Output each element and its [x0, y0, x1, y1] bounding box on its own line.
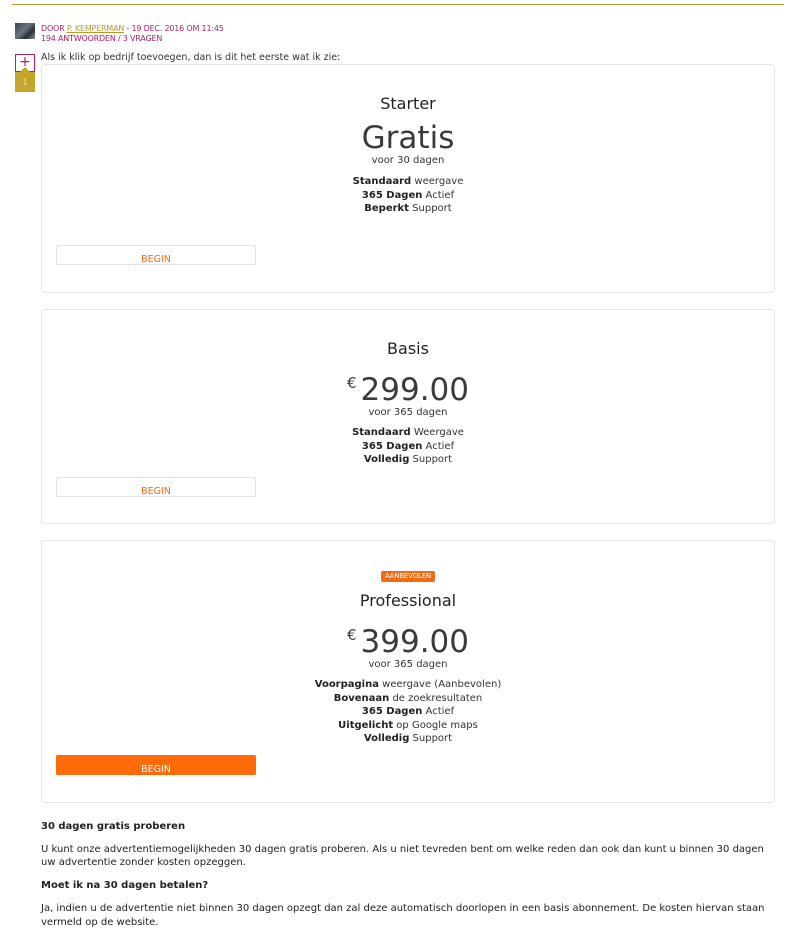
- recommended-row: [42, 567, 774, 582]
- begin-button-starter[interactable]: BEGIN: [56, 245, 256, 265]
- begin-button-professional[interactable]: BEGIN: [56, 755, 256, 775]
- feature-item: 365 Dagen Actief: [361, 189, 455, 201]
- plan-card-basis: [41, 309, 775, 524]
- avatar[interactable]: [15, 23, 35, 39]
- post-meta: [41, 24, 224, 44]
- feature-item: Uitgelicht op Google maps: [338, 719, 478, 731]
- top-divider: [12, 4, 784, 5]
- faq-section: [41, 820, 776, 929]
- plan-features: [42, 175, 774, 216]
- meta-prefix: DOOR: [41, 24, 65, 33]
- faq-heading: Moet ik na 30 dagen betalen?: [41, 879, 209, 891]
- vote-widget: [15, 54, 35, 92]
- currency-symbol: €: [346, 626, 357, 644]
- begin-button-basis[interactable]: BEGIN: [56, 477, 256, 497]
- plan-duration: voor 365 dagen: [368, 659, 448, 670]
- feature-item: Standaard Weergave: [352, 427, 464, 438]
- currency-symbol: €: [346, 374, 357, 392]
- feature-item: Voorpagina weergave (Aanbevolen): [314, 679, 502, 690]
- feature-item: Volledig Support: [363, 733, 453, 744]
- faq-text: U kunt onze advertentiemogelijkheden 30 dagen gratis proberen. Als u niet tevreden bent om welke reden dan ook dan kunt u binnen 30 dagen uw advertentie zonder kosten opzeggen.: [41, 843, 764, 868]
- plan-card-professional: [41, 540, 775, 803]
- plan-features: [42, 678, 774, 746]
- feature-item: Volledig Support: [363, 454, 453, 465]
- feature-item: Standaard weergave: [352, 176, 464, 187]
- plan-title: Professional: [359, 591, 457, 610]
- feature-item: 365 Dagen Actief: [361, 706, 455, 717]
- recommended-badge: AANBEVOLEN: [381, 571, 435, 582]
- plan-title: Starter: [380, 94, 436, 113]
- author-link[interactable]: P. KEMPERMAN: [66, 24, 125, 33]
- author-stats: 194 ANTWOORDEN / 3 VRAGEN: [41, 34, 163, 43]
- faq-text: Ja, indien u de advertentie niet binnen 30 dagen opzegt dan zal deze automatisch doorlopen in een basis abonnement. De kosten hiervan staan vermeld op de website.: [41, 903, 765, 928]
- post-date: - 19 DEC. 2016 OM 11:45: [124, 24, 224, 33]
- plan-features: [42, 426, 774, 467]
- upvote-button[interactable]: +: [15, 54, 35, 72]
- plan-price: € 399.00: [346, 624, 470, 660]
- feature-item: Beperkt Support: [364, 203, 452, 214]
- feature-item: 365 Dagen Actief: [361, 440, 455, 452]
- plan-price: Gratis: [361, 120, 455, 156]
- plan-duration: voor 365 dagen: [368, 407, 448, 418]
- plan-card-starter: [41, 64, 775, 293]
- faq-heading: 30 dagen gratis proberen: [41, 821, 186, 832]
- feature-item: Bovenaan de zoekresultaten: [333, 692, 483, 704]
- intro-text: Als ik klik op bedrijf toevoegen, dan is dit het eerste wat ik zie:: [41, 52, 341, 63]
- plan-price: € 299.00: [346, 372, 470, 408]
- plan-duration: voor 30 dagen: [371, 155, 445, 166]
- plan-title: Basis: [387, 339, 429, 358]
- vote-count: 1: [15, 72, 35, 92]
